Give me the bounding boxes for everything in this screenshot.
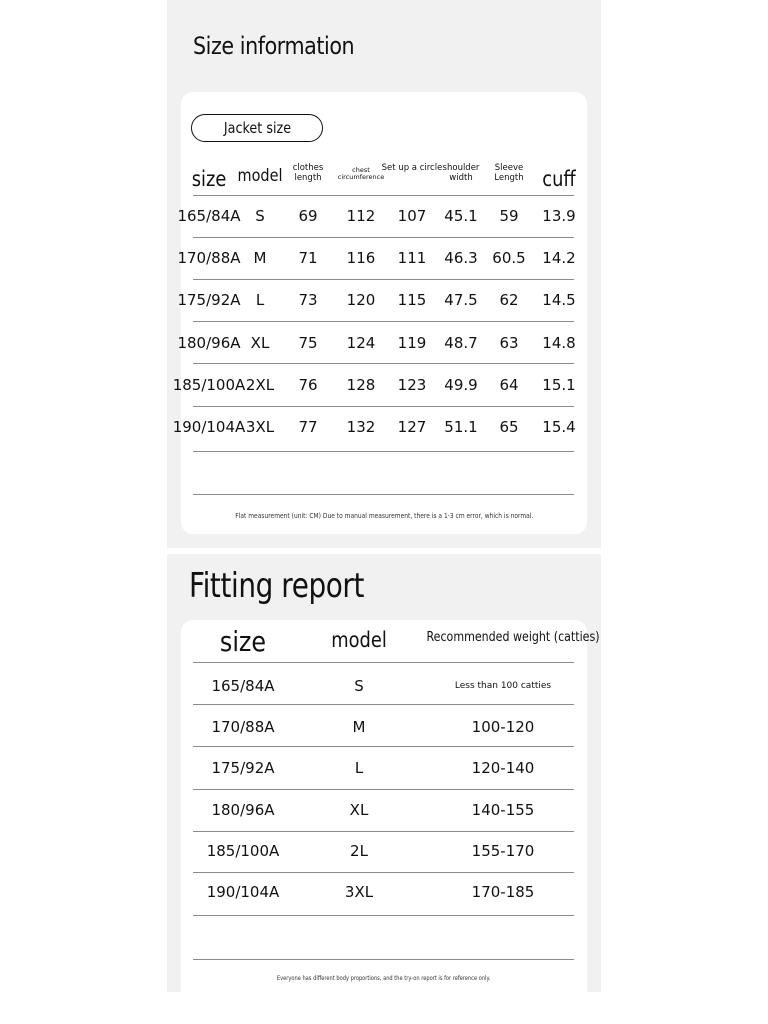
cell-model: L (354, 759, 364, 778)
row-divider (193, 406, 574, 407)
cell-size: 175/92A (211, 759, 275, 778)
cell-set_up: 123 (397, 375, 427, 394)
cell-chest: 124 (346, 333, 376, 352)
cell-clothes_length: 69 (298, 207, 318, 225)
size-info-title: Size information (193, 32, 355, 60)
cell-sleeve: 59 (499, 207, 519, 225)
cell-model: M (253, 249, 267, 268)
column-header-shoulder: shoulder width (442, 163, 480, 183)
cell-shoulder: 47.5 (444, 291, 478, 310)
cell-size: 170/88A (177, 249, 241, 268)
cell-set_up: 119 (397, 333, 427, 352)
cell-model: XL (250, 333, 270, 352)
cell-size: 175/92A (177, 291, 241, 310)
cell-set_up: 127 (397, 418, 427, 436)
cell-sleeve: 65 (499, 418, 519, 436)
row-divider (193, 959, 574, 960)
size-note-text: Flat measurement (unit: CM) Due to manual measurement, there is a 1-3 cm error, which is normal. (234, 512, 534, 520)
size-note (181, 512, 587, 520)
row-divider (193, 195, 574, 196)
column-header-model: model (237, 166, 283, 186)
cell-size: 190/104A (206, 883, 280, 901)
cell-chest: 128 (346, 375, 376, 394)
column-header-set_up: Set up a circle (381, 163, 443, 173)
cell-set_up: 107 (397, 207, 427, 225)
cell-shoulder: 51.1 (444, 418, 478, 436)
cell-shoulder: 45.1 (444, 207, 478, 225)
row-divider (193, 237, 574, 238)
cell-weight: 155-170 (471, 841, 535, 860)
cell-weight: 140-155 (471, 800, 535, 819)
cell-size: 185/100A (172, 375, 246, 394)
cell-size: 180/96A (177, 333, 241, 352)
column-header-clothes_length: clothes length (292, 163, 324, 183)
cell-chest: 132 (346, 418, 376, 436)
cell-model: M (352, 718, 366, 737)
row-divider (193, 279, 574, 280)
cell-model: L (255, 291, 265, 310)
cell-sleeve: 63 (499, 333, 519, 352)
row-divider (193, 363, 574, 364)
row-divider (193, 321, 574, 322)
cell-shoulder: 49.9 (444, 375, 478, 394)
cell-clothes_length: 73 (298, 291, 318, 310)
cell-chest: 112 (346, 207, 376, 225)
cell-model: S (354, 677, 364, 695)
cell-clothes_length: 77 (298, 418, 318, 436)
cell-size: 185/100A (206, 841, 280, 860)
column-header-chest: chest circumference (337, 166, 385, 182)
cell-clothes_length: 75 (298, 333, 318, 352)
cell-shoulder: 48.7 (444, 333, 478, 352)
cell-model: 3XL (245, 418, 275, 436)
cell-sleeve: 60.5 (492, 249, 526, 268)
cell-set_up: 115 (397, 291, 427, 310)
cell-chest: 120 (346, 291, 376, 310)
row-divider (193, 831, 574, 832)
cell-size: 190/104A (172, 418, 246, 436)
row-divider (193, 704, 574, 705)
column-header-size: size (191, 167, 227, 191)
fitting-report-title: Fitting report (189, 566, 365, 606)
cell-shoulder: 46.3 (444, 249, 478, 268)
cell-model: S (255, 207, 265, 225)
cell-cuff: 15.4 (542, 418, 576, 436)
cell-cuff: 15.1 (542, 375, 576, 394)
row-divider (193, 915, 574, 916)
cell-size: 165/84A (211, 677, 275, 695)
cell-size: 180/96A (211, 800, 275, 819)
column-header-model: model (331, 628, 387, 652)
cell-set_up: 111 (397, 249, 427, 268)
cell-model: 2L (350, 841, 368, 860)
cell-model: 2XL (245, 375, 275, 394)
column-header-weight: Recommended weight (catties) (426, 630, 600, 645)
cell-weight: Less than 100 catties (454, 681, 552, 691)
cell-cuff: 13.9 (542, 207, 576, 225)
fitting-note-text: Everyone has different body proportions, and the try-on report is for reference only. (277, 975, 491, 982)
cell-size: 165/84A (177, 207, 241, 225)
cell-cuff: 14.2 (542, 249, 576, 268)
row-divider (193, 872, 574, 873)
row-divider (193, 662, 574, 663)
cell-weight: 170-185 (471, 883, 535, 901)
size-table-card (181, 92, 587, 534)
cell-weight: 120-140 (471, 759, 535, 778)
cell-model: XL (349, 800, 369, 819)
cell-model: 3XL (344, 883, 374, 901)
cell-size: 170/88A (211, 718, 275, 737)
cell-clothes_length: 76 (298, 375, 318, 394)
column-header-cuff: cuff (542, 167, 576, 191)
cell-clothes_length: 71 (298, 249, 318, 268)
jacket-size-badge (191, 114, 323, 142)
cell-weight: 100-120 (471, 718, 535, 737)
cell-chest: 116 (346, 249, 376, 268)
column-header-size: size (219, 625, 267, 658)
cell-cuff: 14.8 (542, 333, 576, 352)
fitting-note (181, 975, 587, 982)
jacket-size-label: Jacket size (223, 119, 291, 137)
row-divider (193, 451, 574, 452)
cell-cuff: 14.5 (542, 291, 576, 310)
cell-sleeve: 64 (499, 375, 519, 394)
cell-sleeve: 62 (499, 291, 519, 310)
row-divider (193, 494, 574, 495)
column-header-sleeve: Sleeve Length (494, 163, 524, 183)
row-divider (193, 746, 574, 747)
row-divider (193, 789, 574, 790)
